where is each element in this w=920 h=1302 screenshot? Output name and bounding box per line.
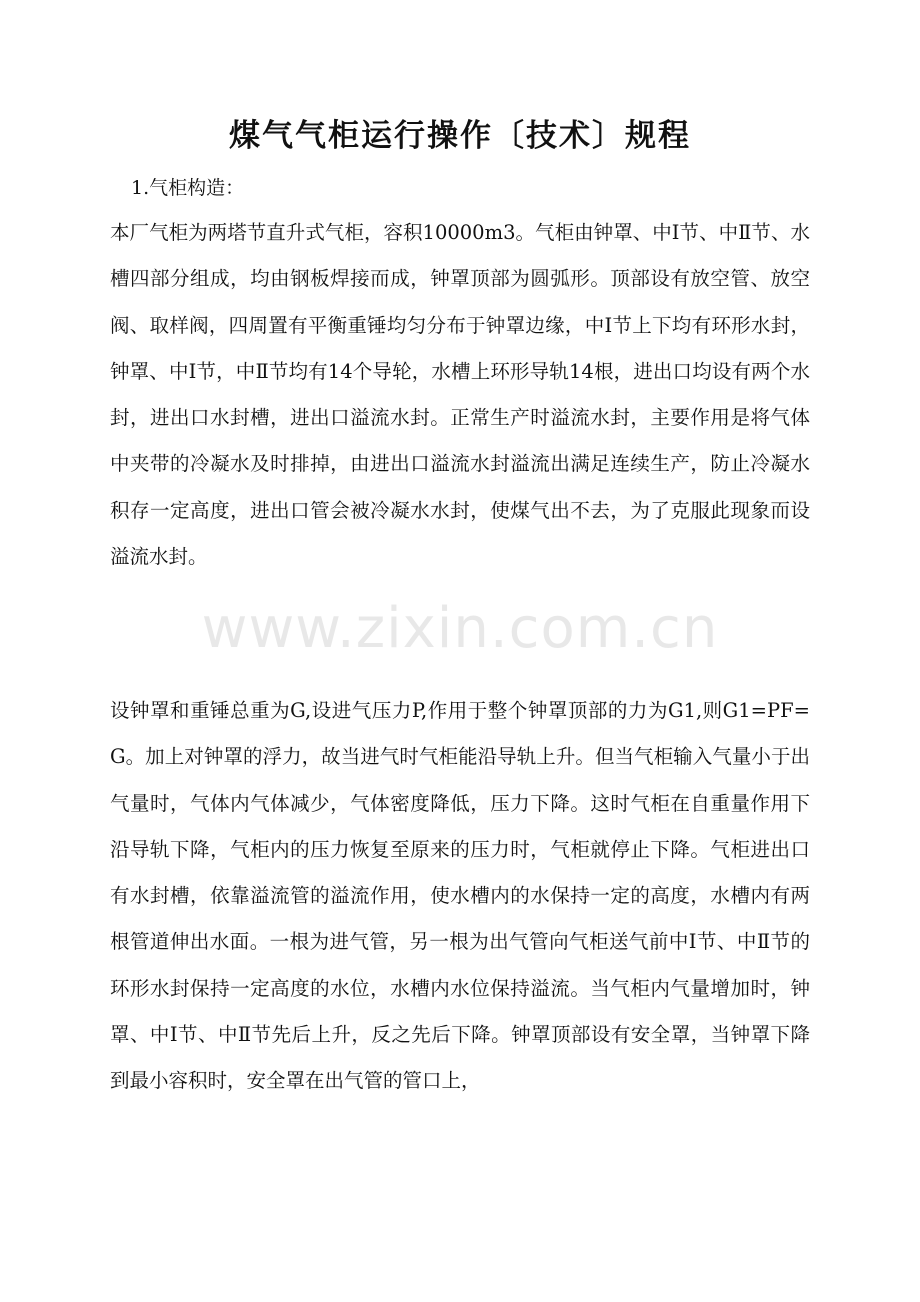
paragraph-2: 设钟罩和重锤总重为G,设进气压力P,作用于整个钟罩顶部的力为G1,则G1=PF=G。加上对钟罩的浮力，故当进气时气柜能沿导轨上升。但当气柜输入气量小于出气量时，气体内气体减少，气体密度降低，压力下降。这时气柜在自重量作用下沿导轨下降，气柜内的压力恢复至原来的压力时，气柜就停止下降。气柜进出口有水封槽，依靠溢流管的溢流作用，使水槽内的水保持一定的高度，水槽内有两根管道伸出水面。一根为进气管，另一根为出气管向气柜送气前中Ⅰ节、中Ⅱ节的环形水封保持一定高度的水位，水槽内水位保持溢流。当气柜内气量增加时，钟罩、中Ⅰ节、中Ⅱ节先后上升，反之先后下降。钟罩顶部设有安全罩，当钟罩下降到最小容积时，安全罩在出气管的管口上，: [110, 699, 810, 1093]
page-title: 煤气气柜运行操作〔技术〕规程: [229, 118, 691, 154]
section-heading: 1.气柜构造：: [131, 177, 245, 199]
watermark: www.zixin.com.cn: [201, 596, 719, 661]
paragraph-1: 本厂气柜为两塔节直升式气柜，容积10000m3。气柜由钟罩、中Ⅰ节、中Ⅱ节、水槽四部分组成，均由钢板焊接而成，钟罩顶部为圆弧形。顶部设有放空管、放空阀、取样阀，四周置有平衡重锤均匀分布于钟罩边缘，中Ⅰ节上下均有环形水封，钟罩、中Ⅰ节，中Ⅱ节均有14个导轮，水槽上环形导轨14根，进出口均设有两个水封，进出口水封槽，进出口溢流水封。正常生产时溢流水封，主要作用是将气体中夹带的冷凝水及时排掉，由进出口溢流水封溢流出满足连续生产，防止冷凝水积存一定高度，进出口管会被冷凝水水封，使煤气出不去，为了克服此现象而设溢流水封。: [110, 221, 810, 569]
